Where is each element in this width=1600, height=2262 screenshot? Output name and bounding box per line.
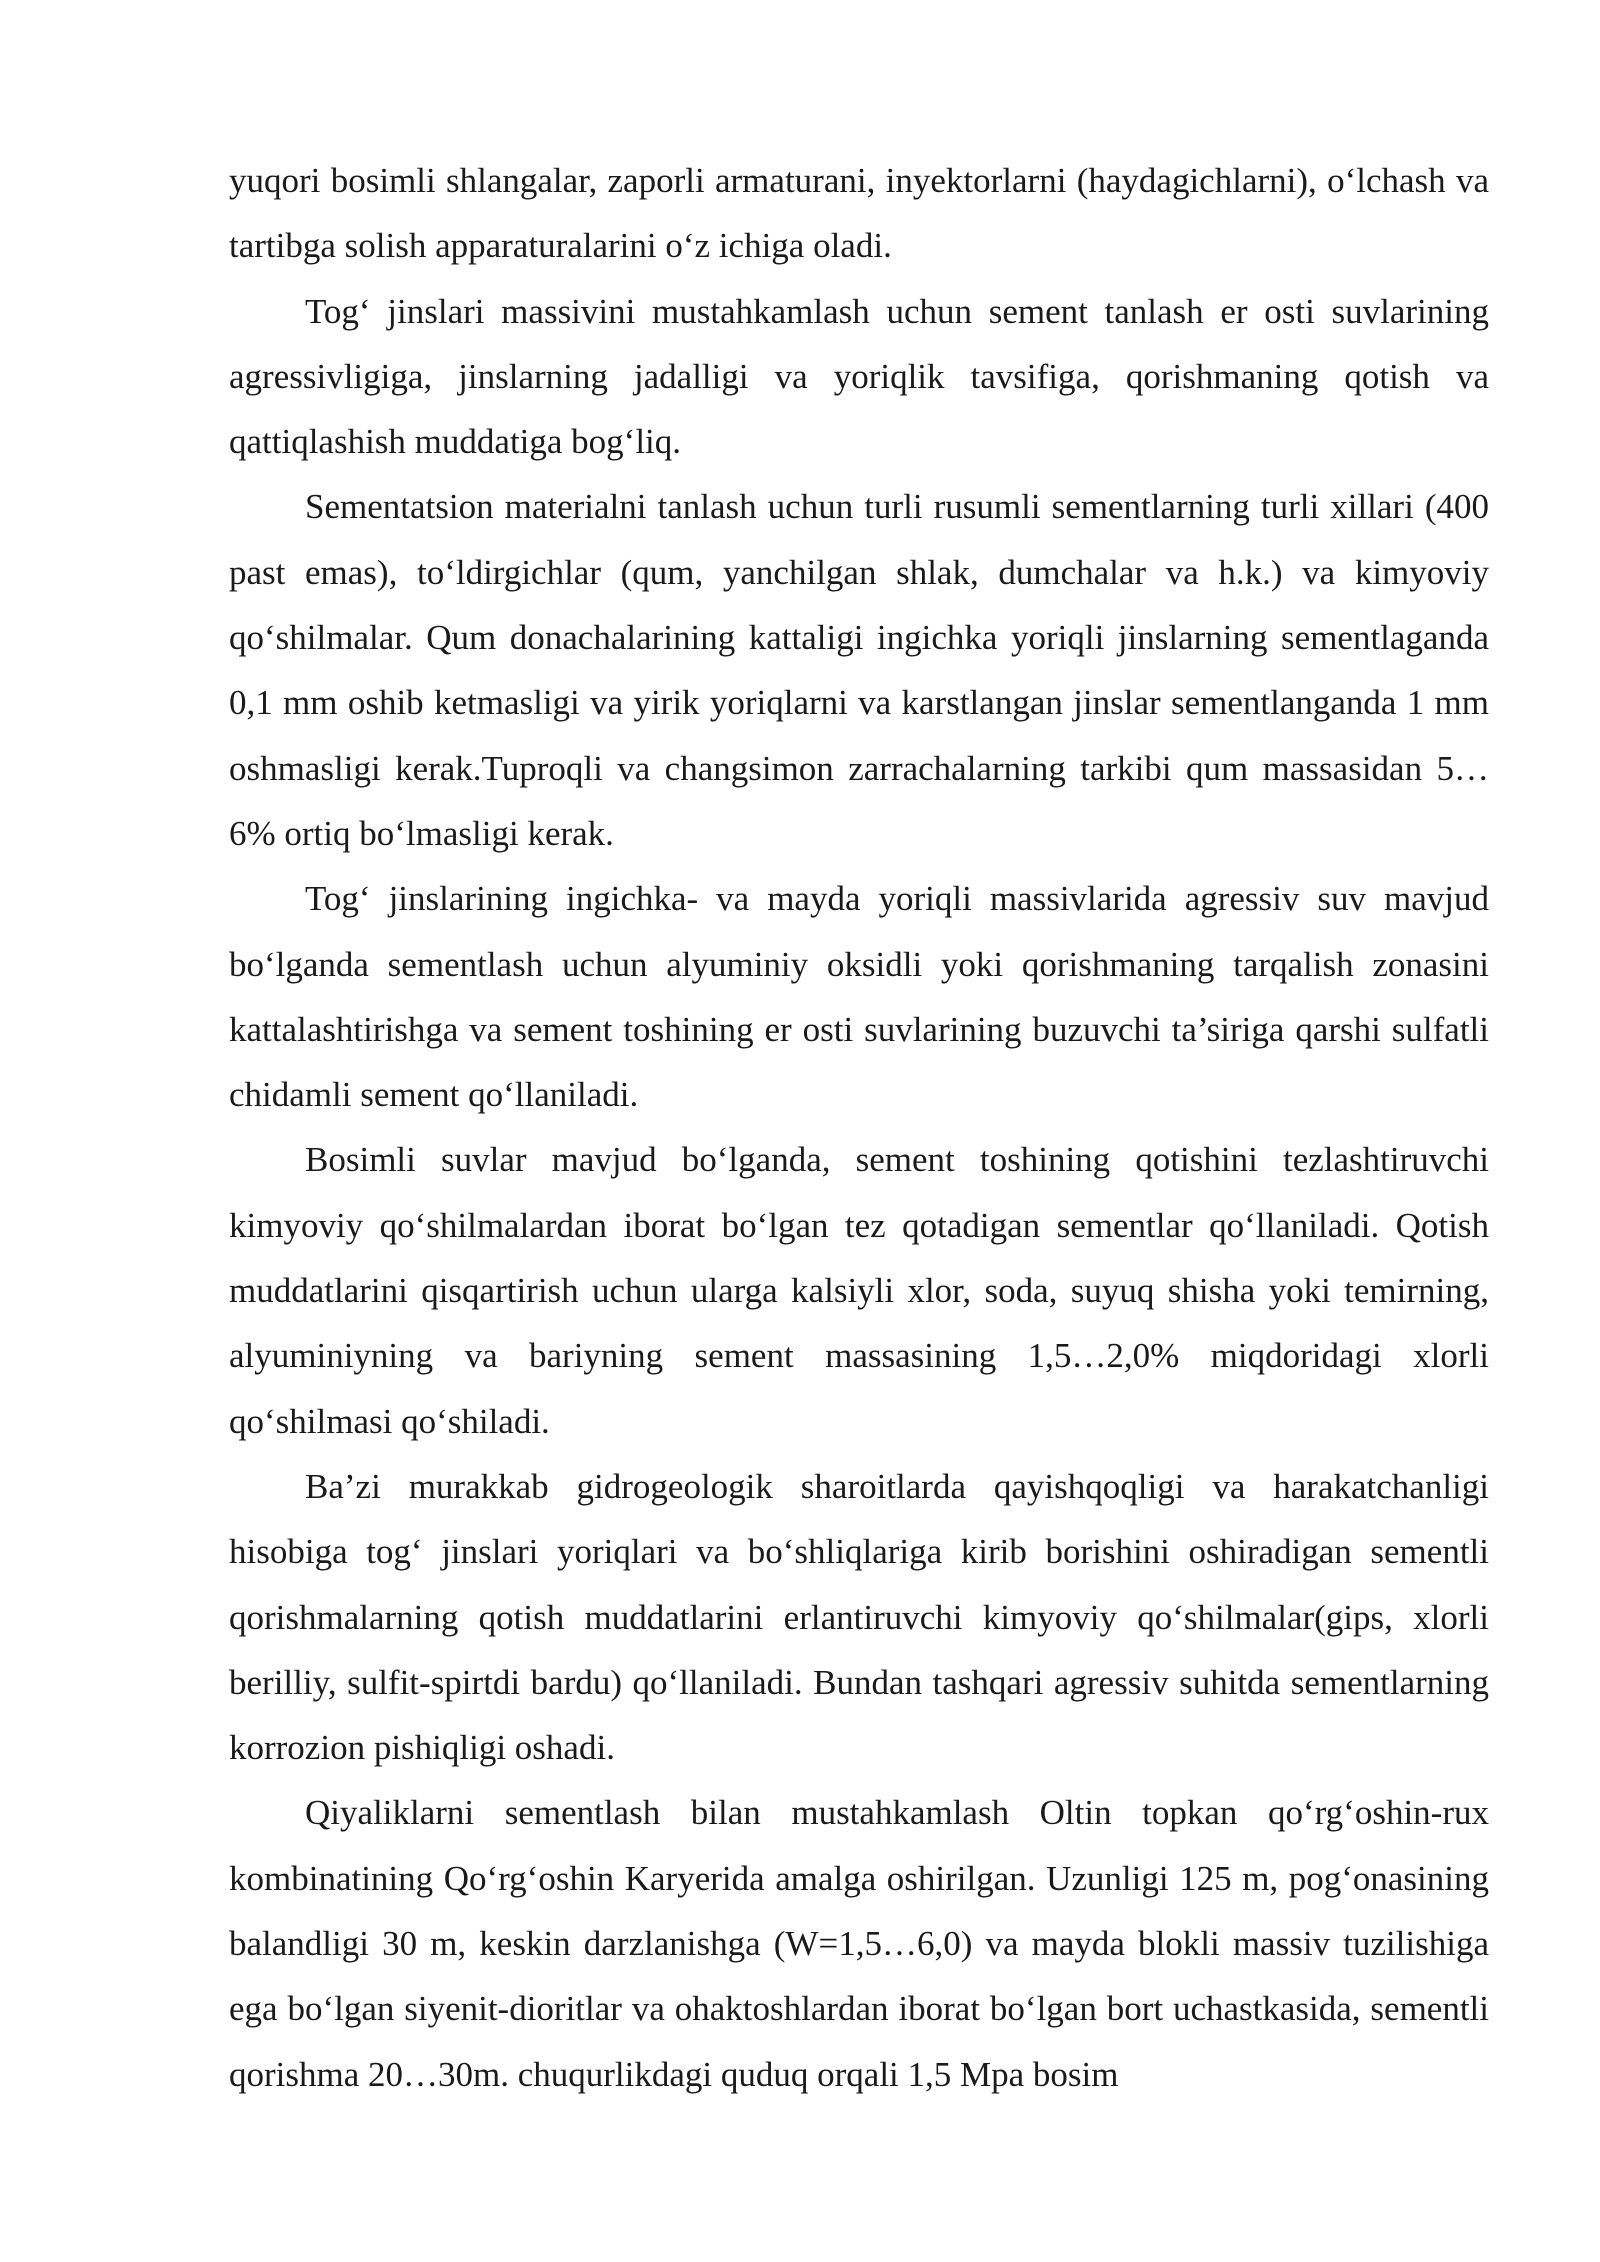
paragraph-5: Bosimli suvlar mavjud bo‘lganda, sement toshining qotishini tezlashtiruvchi kimyoviy qo‘shilmalardan iborat bo‘lgan tez qotadigan sementlar qo‘llaniladi. Qotish muddatlarini qisqartirish uchun ularga kalsiyli xlor, soda, suyuq shisha yoki temirning, alyuminiyning va bariyning sement massasining 1,5…2,0% miqdoridagi xlorli qo‘shilmasi qo‘shiladi. bbox=[229, 1140, 1489, 1441]
paragraph-2: Tog‘ jinslari massivini mustahkamlash uchun sement tanlash er osti suvlarining agressivligiga, jinslarning jadalligi va yoriqlik tavsifiga, qorishmaning qotish va qattiqlashish muddatiga bog‘liq. bbox=[229, 291, 1489, 462]
paragraph-3: Sementatsion materialni tanlash uchun turli rusumli sementlarning turli xillari (400 past emas), to‘ldirgichlar (qum, yanchilgan shlak, dumchalar va h.k.) va kimyoviy qo‘shilmalar. Qum donachalarining kattaligi ingichka yoriqli jinslarning sementlaganda 0,1 mm oshib ketmasligi va yirik yoriqlarni va karstlangan jinslar sementlanganda 1 mm oshmasligi kerak.Tuproqli va changsimon zarrachalarning tarkibi qum massasidan 5…6% ortiq bo‘lmasligi kerak. bbox=[229, 487, 1489, 853]
document-body bbox=[229, 148, 1489, 2107]
paragraph-7: Qiyaliklarni sementlash bilan mustahkamlash Oltin topkan qo‘rg‘oshin-rux kombinatining Qo‘rg‘oshin Karyerida amalga oshirilgan. Uzunligi 125 m, pog‘onasining balandligi 30 m, keskin darzlanishga (W=1,5…6,0) va mayda blokli massiv tuzilishiga ega bo‘lgan siyenit-dioritlar va ohaktoshlardan iborat bo‘lgan bort uchastkasida, sementli qorishma 20…30m. chuqurlikdagi quduq orqali 1,5 Mpa bosim bbox=[229, 1793, 1489, 2094]
paragraph-4: Tog‘ jinslarining ingichka- va mayda yoriqli massivlarida agressiv suv mavjud bo‘lganda sementlash uchun alyuminiy oksidli yoki qorishmaning tarqalish zonasini kattalashtirishga va sement toshining er osti suvlarining buzuvchi ta’siriga qarshi sulfatli chidamli sement qo‘llaniladi. bbox=[229, 879, 1489, 1115]
paragraph-1: yuqori bosimli shlangalar, zaporli armaturani, inyektorlarni (haydagichlarni), o‘lchash va tartibga solish apparaturalarini o‘z ichiga oladi. bbox=[229, 161, 1489, 266]
paragraph-6: Ba’zi murakkab gidrogeologik sharoitlarda qayishqoqligi va harakatchanligi hisobiga tog‘ jinslari yoriqlari va bo‘shliqlariga kirib borishini oshiradigan sementli qorishmalarning qotish muddatlarini erlantiruvchi kimyoviy qo‘shilmalar(gips, xlorli berilliy, sulfit-spirtdi bardu) qo‘llaniladi. Bundan tashqari agressiv suhitda sementlarning korrozion pishiqligi oshadi. bbox=[229, 1466, 1489, 1768]
